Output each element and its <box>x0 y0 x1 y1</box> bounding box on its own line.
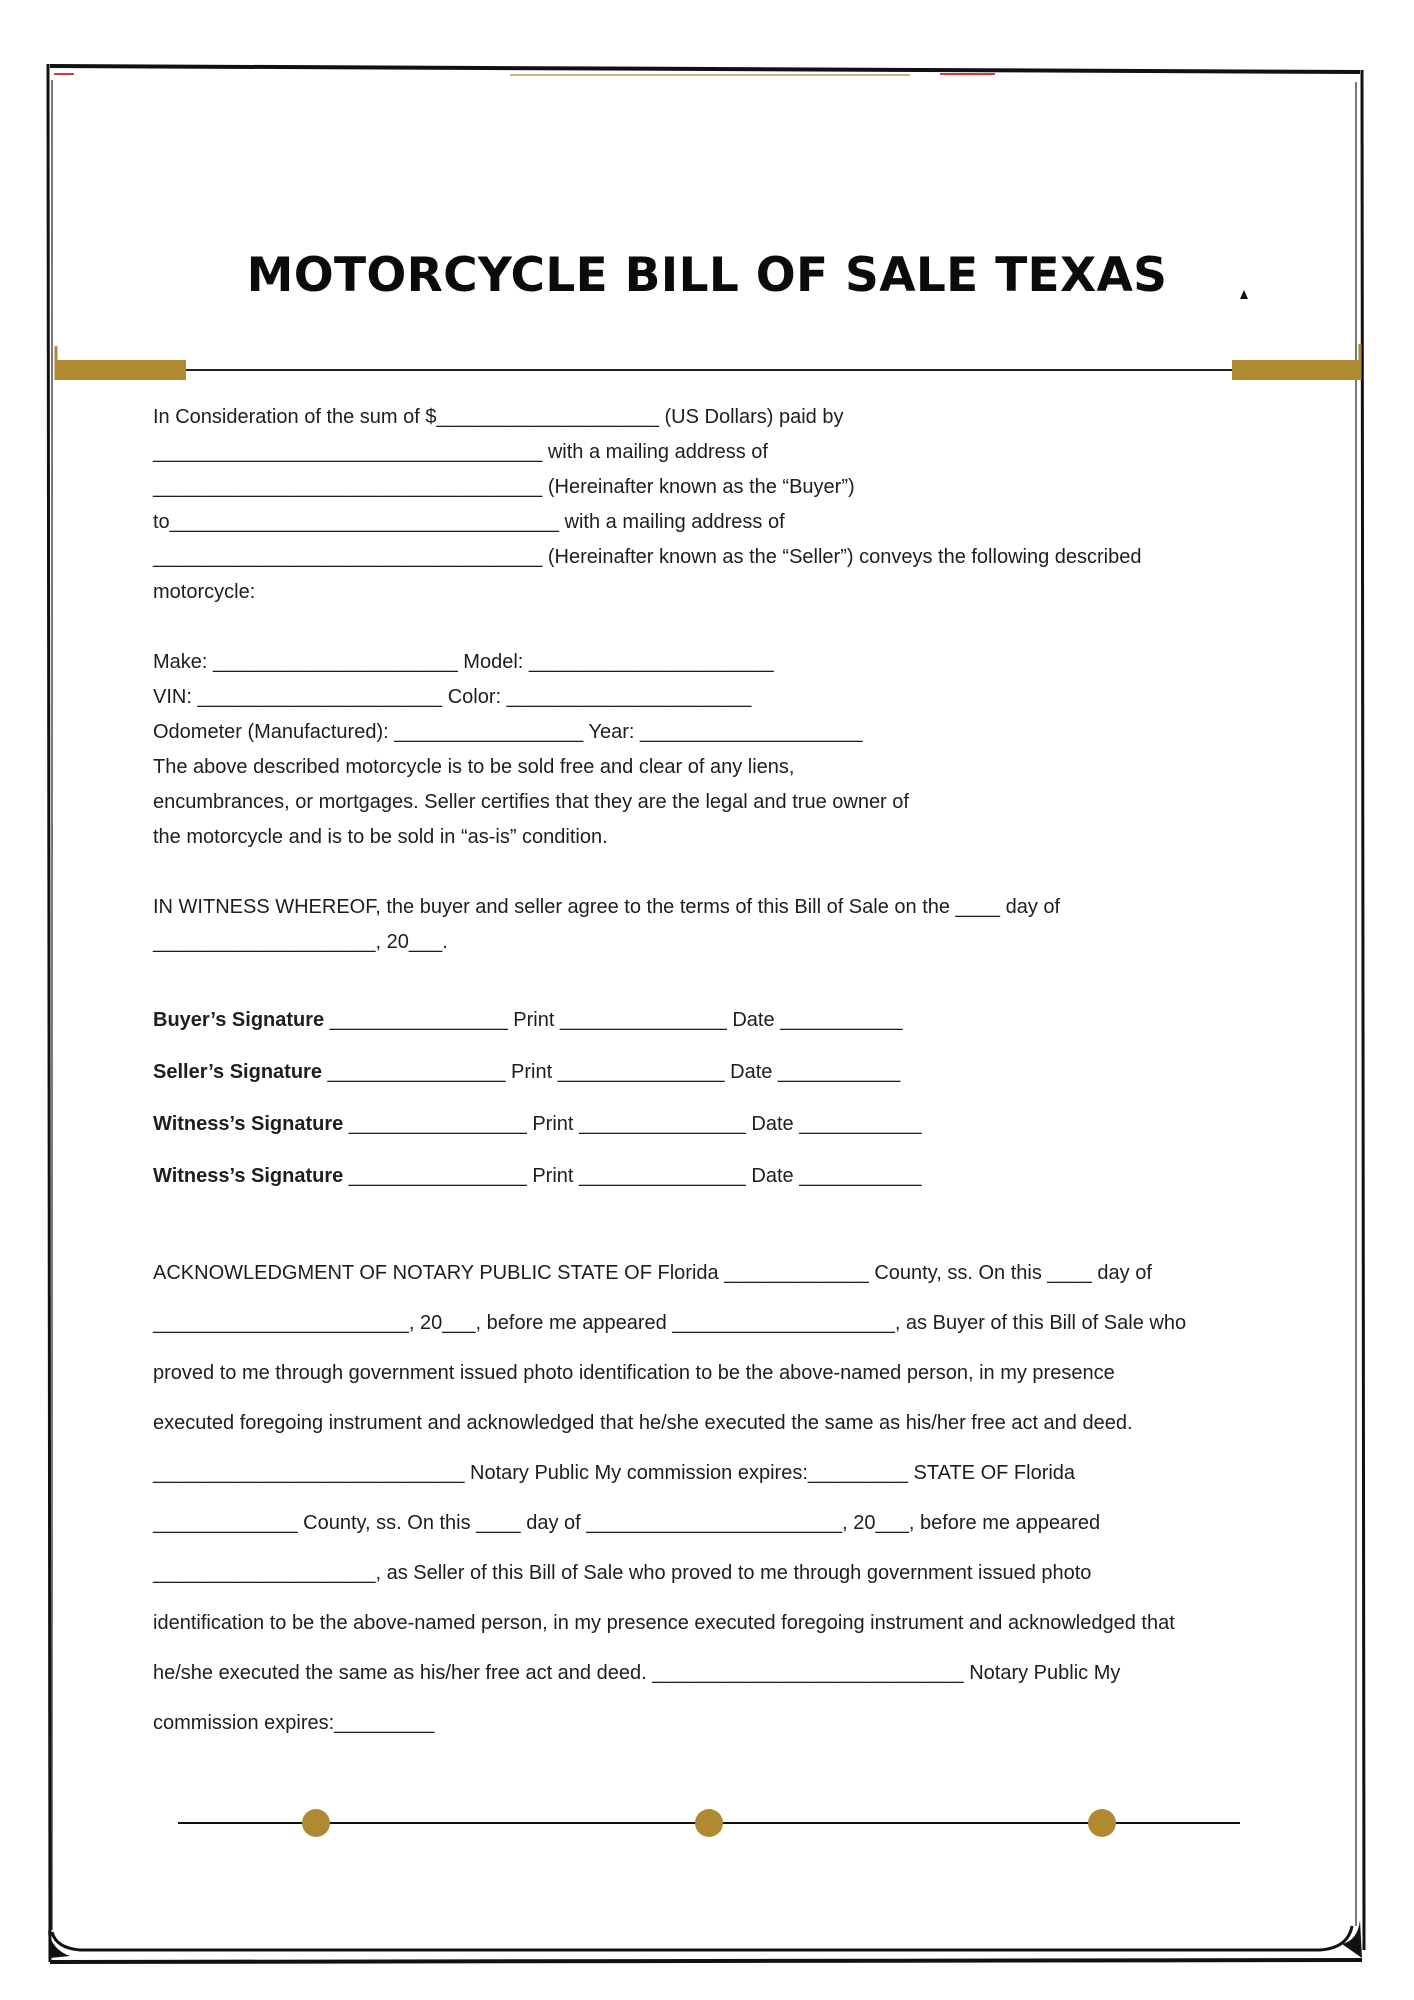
signature-fields: ________________ Print _______________ Date ___________ <box>321 1061 901 1083</box>
signature-fields: ________________ Print _______________ Date ___________ <box>343 1113 922 1135</box>
document-body <box>153 400 1273 1748</box>
intro-line: ___________________________________ (Hereinafter known as the “Buyer”) <box>153 476 855 498</box>
signature-fields: ________________ Print _______________ Date ___________ <box>343 1165 922 1187</box>
notary-line: proved to me through government issued photo identification to be the above-named person, in my presence <box>153 1362 1115 1384</box>
gold-dot-center <box>695 1809 723 1837</box>
vehicle-line: the motorcycle and is to be sold in “as-is” condition. <box>153 826 608 848</box>
document-title: MOTORCYCLE BILL OF SALE TEXAS <box>246 248 1168 303</box>
intro-line: In Consideration of the sum of $____________________ (US Dollars) paid by <box>153 406 844 428</box>
signature-row-witness-2[interactable] <box>153 1156 1273 1208</box>
notary-line: _____________ County, ss. On this ____ day of _______________________, 20___, before me appeared <box>153 1512 1101 1534</box>
witness-line: IN WITNESS WHEREOF, the buyer and seller agree to the terms of this Bill of Sale on the ____ day of <box>153 896 1061 918</box>
notary-line: executed foregoing instrument and acknowledged that he/she executed the same as his/her free act and deed. <box>153 1412 1133 1434</box>
notary-section <box>153 1248 1273 1748</box>
witness-section <box>153 890 1273 960</box>
notary-line: identification to be the above-named person, in my presence executed foregoing instrument and acknowledged that <box>153 1612 1175 1634</box>
signature-label: Witness’s Signature <box>153 1165 344 1187</box>
signature-row-buyer[interactable] <box>153 1000 1273 1052</box>
signature-label: Seller’s Signature <box>153 1061 322 1083</box>
witness-line: ____________________, 20___. <box>153 931 448 953</box>
vehicle-line: Make: ______________________ Model: ______________________ <box>153 651 774 673</box>
notary-line: ____________________, as Seller of this Bill of Sale who proved to me through government issued photo <box>153 1562 1092 1584</box>
notary-line: he/she executed the same as his/her free act and deed. ____________________________ Notary Public My <box>153 1662 1121 1684</box>
vehicle-line: Odometer (Manufactured): _________________ Year: ____________________ <box>153 721 863 743</box>
signature-row-witness-1[interactable] <box>153 1104 1273 1156</box>
notary-line: commission expires:_________ <box>153 1712 435 1734</box>
intro-line: to___________________________________ with a mailing address of <box>153 511 785 533</box>
vehicle-line: The above described motorcycle is to be sold free and clear of any liens, <box>153 756 795 778</box>
signature-label: Buyer’s Signature <box>153 1009 325 1031</box>
gold-dot-left <box>302 1809 330 1837</box>
intro-section <box>153 400 1273 610</box>
intro-line: motorcycle: <box>153 581 256 603</box>
vehicle-line: encumbrances, or mortgages. Seller certifies that they are the legal and true owner of <box>153 791 909 813</box>
signature-section <box>153 1000 1273 1208</box>
triangle-marker-icon <box>1240 290 1248 299</box>
vehicle-section <box>153 645 1273 855</box>
notary-line: ACKNOWLEDGMENT OF NOTARY PUBLIC STATE OF Florida _____________ County, ss. On this ____ day of <box>153 1262 1152 1284</box>
signature-row-seller[interactable] <box>153 1052 1273 1104</box>
intro-line: ___________________________________ (Hereinafter known as the “Seller”) conveys the following described <box>153 546 1142 568</box>
gold-dot-right <box>1088 1809 1116 1837</box>
intro-line: ___________________________________ with a mailing address of <box>153 441 768 463</box>
notary-line: ____________________________ Notary Public My commission expires:_________ STATE OF Florida <box>153 1462 1076 1484</box>
vehicle-line: VIN: ______________________ Color: ______________________ <box>153 686 752 708</box>
signature-label: Witness’s Signature <box>153 1113 344 1135</box>
notary-line: _______________________, 20___, before me appeared ____________________, as Buyer of this Bill of Sale who <box>153 1312 1187 1334</box>
signature-fields: ________________ Print _______________ Date ___________ <box>324 1009 903 1031</box>
